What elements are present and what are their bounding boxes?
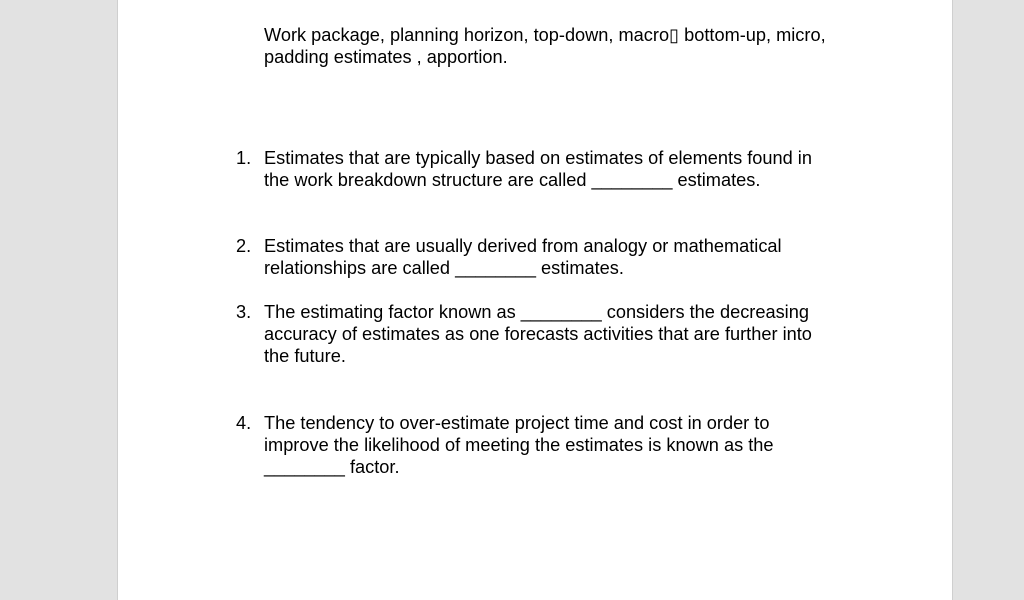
document-page bbox=[117, 0, 953, 600]
question-line: The estimating factor known as ________ considers the decreasing bbox=[264, 302, 809, 322]
question-line: improve the likelihood of meeting the estimates is known as the bbox=[264, 435, 774, 455]
word-bank bbox=[264, 24, 826, 68]
question-number: 4. bbox=[236, 413, 252, 433]
question-line: Estimates that are typically based on estimates of elements found in bbox=[264, 148, 812, 168]
question-line: the work breakdown structure are called ________ estimates. bbox=[264, 170, 761, 190]
question-line: the future. bbox=[264, 346, 346, 366]
question-text bbox=[264, 412, 774, 478]
word-bank-line: padding estimates , apportion. bbox=[264, 47, 508, 67]
question-line: relationships are called ________ estimates. bbox=[264, 258, 624, 278]
question-number: 1. bbox=[236, 148, 252, 168]
question-text bbox=[264, 301, 812, 367]
question-number: 3. bbox=[236, 302, 252, 322]
question-line: accuracy of estimates as one forecasts activities that are further into bbox=[264, 324, 812, 344]
question-text bbox=[264, 147, 812, 191]
question-line: The tendency to over-estimate project time and cost in order to bbox=[264, 413, 770, 433]
word-bank-line: Work package, planning horizon, top-down, macro▯ bottom-up, micro, bbox=[264, 25, 826, 45]
question-line: Estimates that are usually derived from analogy or mathematical bbox=[264, 236, 782, 256]
question-text bbox=[264, 235, 782, 279]
question-line: ________ factor. bbox=[264, 457, 400, 477]
question-number: 2. bbox=[236, 236, 252, 256]
